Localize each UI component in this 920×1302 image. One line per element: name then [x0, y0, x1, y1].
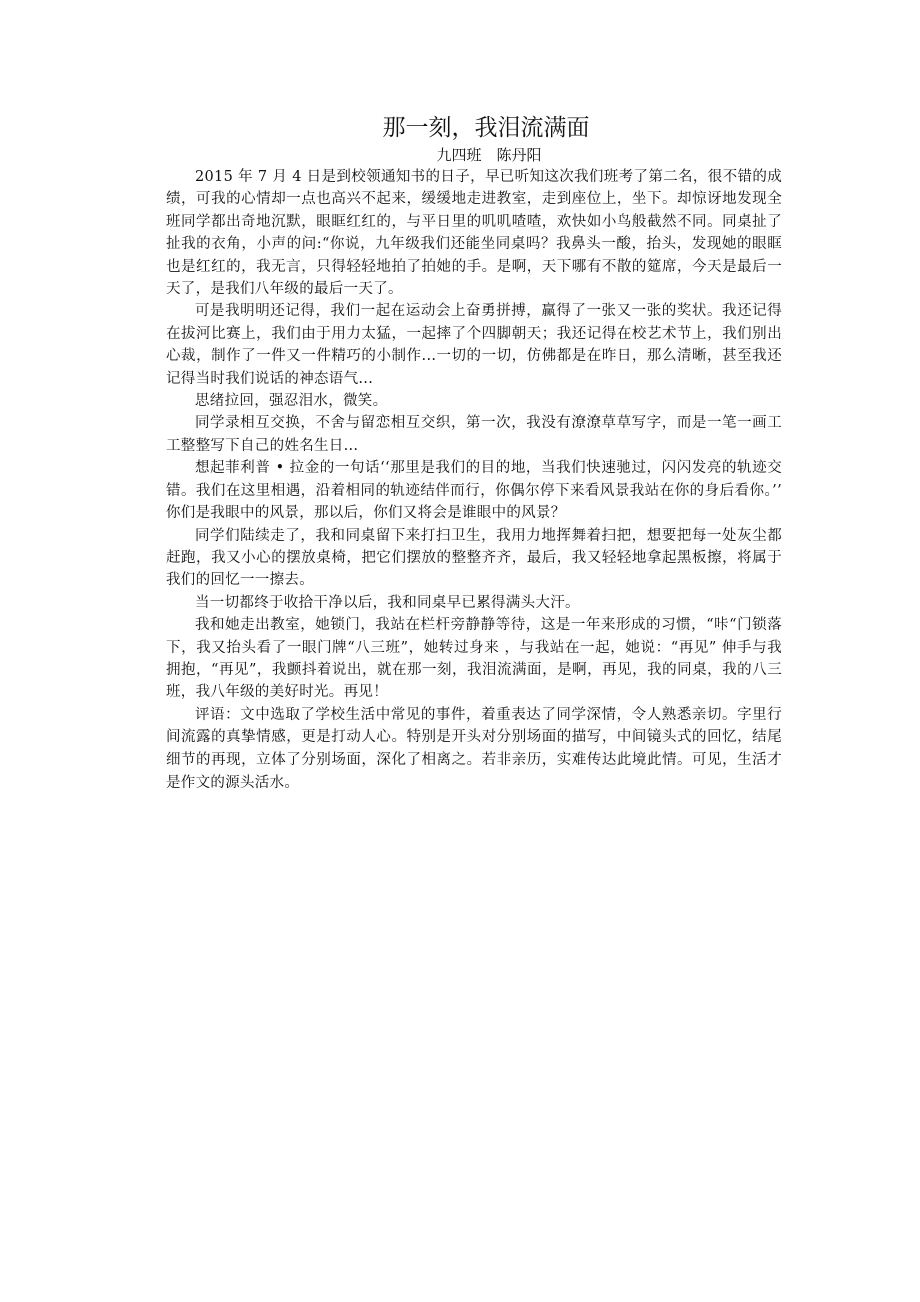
- paragraph-7: 当一切都终于收拾干净以后，我和同桌早已累得满头大汗。: [195, 594, 580, 611]
- paragraph-4: 同学录相互交换，不舍与留恋相互交织，第一次，我没有潦潦草草写字，而是一笔一画工工整整写下自己的姓名生日...: [166, 415, 782, 454]
- paragraph-8: 我和她走出教室，她锁门，我站在栏杆旁静静等待，这是一年来形成的习惯，“咔“门锁落下，我又抬头看了一眼门牌“八三班”，她转过身来 ，与我站在一起，她说：“再见” 伸手与我拥抱，“再见”，我颤抖着说出，就在那一刻，我泪流满面，是啊，再见，我的同桌，我的八三班，我八年级的美好时光。再见！: [166, 617, 782, 701]
- teacher-comment: 评语：文中选取了学校生活中常见的事件，着重表达了同学深情，令人熟悉亲切。字里行间流露的真挚情感，更是打动人心。特别是开头对分别场面的描写，中间镜头式的回忆，结尾细节的再现，立体了分别场面，深化了相离之。若非亲历，实难传达此境此情。可见，生活才是作文的源头活水。: [166, 706, 782, 791]
- document-page: [166, 112, 782, 794]
- paragraph-1: 2015 年 7 月 4 日是到校领通知书的日子，早已听知这次我们班考了第二名，很不错的成绩，可我的心情却一点也高兴不起来，缓缓地走进教室，走到座位上，坐下。却惊讶地发现全班同学都出奇地沉默，眼眶红红的，与平日里的叽叽喳喳，欢快如小鸟般截然不同。同桌扯了扯我的衣角，小声的问:“你说，九年级我们还能坐同桌吗？我鼻头一酸，抬头，发现她的眼眶也是红红的，我无言，只得轻轻地拍了拍她的手。是啊，天下哪有不散的筵席，今天是最后一天了，是我们八年级的最后一天了。: [166, 169, 782, 298]
- paragraph-2: 可是我明明还记得，我们一起在运动会上奋勇拼搏，赢得了一张又一张的奖状。我还记得在拔河比赛上，我们由于用力太猛，一起摔了个四脚朝天；我还记得在校艺术节上，我们别出心裁，制作了一件又一件精巧的小制作...一切的一切，仿佛都是在昨日，那么清晰，甚至我还记得当时我们说话的神态语气...: [166, 303, 782, 387]
- paragraph-6: 同学们陆续走了，我和同桌留下来打扫卫生，我用力地挥舞着扫把，想要把每一处灰尘都赶跑，我又小心的摆放桌椅，把它们摆放的整整齐齐，最后，我又轻轻地拿起黑板擦，将属于我们的回忆一一擦去。: [166, 527, 782, 589]
- article-byline: 九四班 陈丹阳: [436, 146, 542, 164]
- paragraph-3: 思绪拉回，强忍泪水，微笑。: [195, 393, 388, 410]
- article-title: 那一刻，我泪流满面: [382, 115, 590, 141]
- paragraph-5: 想起菲利普 • 拉金的一句话‘‘那里是我们的目的地，当我们快速驰过，闪闪发亮的轨迹交错。我们在这里相遇，沿着相同的轨迹结伴而行，你偶尔停下来看风景我站在你的身后看你。’’ 你们是我眼中的风景，那以后，你们又将会是谁眼中的风景？: [166, 460, 782, 522]
